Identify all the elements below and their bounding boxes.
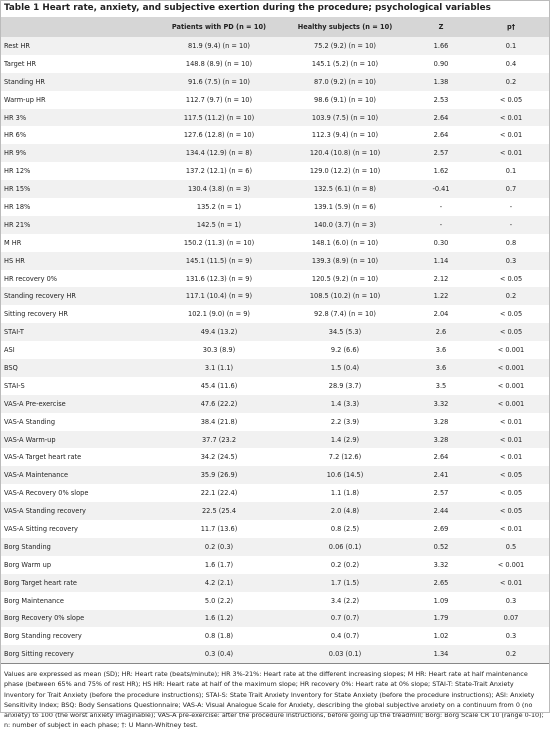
- patients-cell: 145.1 (11.5) (n = 9): [185, 256, 253, 265]
- table-row: [0, 323, 550, 341]
- p-cell: -: [509, 220, 513, 229]
- p-cell: < 0.05: [499, 274, 523, 283]
- p-cell: < 0.001: [497, 560, 525, 569]
- healthy-cell: 98.6 (9.1) (n = 10): [314, 95, 376, 104]
- table-row: [0, 359, 550, 377]
- table-row: [0, 216, 550, 234]
- patients-cell: 38.4 (21.8): [200, 417, 238, 426]
- variable-cell: Borg Recovery 0% slope: [4, 614, 85, 623]
- healthy-cell: 0.7 (0.7): [330, 614, 360, 623]
- p-cell: < 0.05: [499, 310, 523, 319]
- z-cell: 3.6: [435, 346, 447, 355]
- table-row: [0, 574, 550, 592]
- patients-cell: 11.7 (13.6): [200, 524, 238, 533]
- table-row: [0, 520, 550, 538]
- healthy-cell: 0.2 (0.2): [330, 560, 360, 569]
- healthy-cell: 7.2 (12.6): [328, 453, 362, 462]
- variable-cell: VAS-A Warm-up: [4, 435, 56, 444]
- healthy-cell: 108.5 (10.2) (n = 10): [309, 292, 381, 301]
- p-cell: 0.7: [505, 185, 517, 194]
- z-cell: 1.62: [433, 167, 449, 176]
- variable-cell: Standing HR: [4, 77, 46, 86]
- variable-cell: HR recovery 0%: [4, 274, 58, 283]
- table-row: [0, 55, 550, 73]
- z-cell: 2.64: [433, 453, 449, 462]
- patients-cell: 30.3 (8.9): [202, 346, 236, 355]
- variable-cell: BSQ: [4, 363, 18, 372]
- patients-cell: 35.9 (26.9): [200, 471, 238, 480]
- healthy-cell: 145.1 (5.2) (n = 10): [311, 59, 379, 68]
- patients-cell: 0.2 (0.3): [204, 542, 234, 551]
- variable-cell: HR 15%: [4, 185, 31, 194]
- z-cell: 3.6: [435, 363, 447, 372]
- variable-cell: Sitting recovery HR: [4, 310, 68, 319]
- patients-cell: 102.1 (9.0) (n = 9): [188, 310, 250, 319]
- data-table: [0, 17, 550, 663]
- patients-cell: 49.4 (13.2): [200, 328, 238, 337]
- z-cell: 2.04: [433, 310, 449, 319]
- variable-cell: Borg Maintenance: [4, 596, 64, 605]
- variable-cell: VAS-A Sitting recovery: [4, 524, 78, 533]
- z-cell: 1.34: [433, 650, 449, 659]
- variable-cell: HR 3%: [4, 113, 27, 122]
- patients-cell: 81.9 (9.4) (n = 10): [188, 41, 250, 50]
- p-cell: 0.2: [505, 650, 517, 659]
- variable-cell: STAI-S: [4, 381, 25, 390]
- patients-cell: 112.7 (9.7) (n = 10): [185, 95, 253, 104]
- p-cell: 0.4: [505, 59, 517, 68]
- p-cell: 0.3: [505, 632, 517, 641]
- healthy-cell: 0.06 (0.1): [328, 542, 362, 551]
- variable-cell: VAS-A Maintenance: [4, 471, 69, 480]
- patients-cell: 22.5 (25.4: [201, 507, 237, 516]
- variable-cell: Rest HR: [4, 41, 30, 50]
- table-caption: Table 1 Heart rate, anxiety, and subjective exertion during the procedure; psychological variables: [4, 3, 491, 13]
- p-cell: < 0.01: [499, 524, 523, 533]
- z-cell: 0.52: [433, 542, 449, 551]
- healthy-cell: 2.2 (3.9): [330, 417, 360, 426]
- variable-cell: Borg Warm up: [4, 560, 52, 569]
- variable-cell: Borg Target heart rate: [4, 578, 77, 587]
- patients-cell: 117.5 (11.2) (n = 10): [183, 113, 255, 122]
- z-cell: 1.14: [433, 256, 449, 265]
- z-cell: -: [439, 220, 443, 229]
- healthy-cell: 34.5 (5.3): [328, 328, 362, 337]
- variable-cell: STAI-T: [4, 328, 24, 337]
- p-cell: < 0.01: [499, 113, 523, 122]
- patients-cell: 134.4 (12.9) (n = 8): [185, 149, 253, 158]
- z-cell: 2.64: [433, 131, 449, 140]
- healthy-cell: 132.5 (6.1) (n = 8): [314, 185, 376, 194]
- patients-cell: 130.4 (3.8) (n = 3): [188, 185, 250, 194]
- healthy-cell: 120.4 (10.8) (n = 10): [309, 149, 381, 158]
- patients-cell: 5.0 (2.2): [204, 596, 234, 605]
- p-cell: < 0.05: [499, 471, 523, 480]
- z-cell: 2.53: [433, 95, 449, 104]
- table-row: [0, 538, 550, 556]
- table-footnote: Values are expressed as mean (SD); HR: Heart rate (beats/minute); HR 3%-21%: Heart rate at the different increasing slopes; M HR: Heart rate at half maintenance phase (between 65% and 75% of rest HR); HS HR: Heart rate at half of the maximum slope; HR recovery 0%: Heart rate at 0% slope; STAI-T: State-Trait Anxiety Inventory for Trait Anxiety (before the procedure instructions); STAI-S: State Trait Anxiety Inventory for State Anxiety (before the procedure instructions); ASI: Anxiety Sensitivity Index; BSQ: Body Sensations Questionnaire; VAS-A: Visual Analogue Scale for Anxiety, describing the global subjective anxiety on a continuum from 0 (no anxiety) to 100 (the worst anxiety imaginable); VAS-A pre-exercise: after the procedure instructions, before going up the treadmill; Borg: Borg Scale CR 10 (range 0-10); n: number of subject in each phase; †: U Mann-Whitney test.: [4, 670, 544, 730]
- healthy-cell: 3.4 (2.2): [330, 596, 360, 605]
- variable-cell: VAS-A Standing recovery: [4, 507, 86, 516]
- p-cell: 0.8: [505, 238, 517, 247]
- z-cell: 3.5: [435, 381, 447, 390]
- header-p: p†: [506, 23, 516, 31]
- header-z: Z: [438, 23, 444, 31]
- p-cell: < 0.001: [497, 346, 525, 355]
- z-cell: 2.44: [433, 507, 449, 516]
- p-cell: 0.07: [503, 614, 519, 623]
- table-row: [0, 627, 550, 645]
- healthy-cell: 103.9 (7.5) (n = 10): [311, 113, 379, 122]
- table-row: [0, 287, 550, 305]
- table-row: [0, 180, 550, 198]
- z-cell: 3.32: [433, 399, 449, 408]
- patients-cell: 4.2 (2.1): [204, 578, 234, 587]
- variable-cell: Borg Sitting recovery: [4, 650, 74, 659]
- healthy-cell: 148.1 (6.0) (n = 10): [311, 238, 379, 247]
- healthy-cell: 1.1 (1.8): [330, 489, 360, 498]
- p-cell: 0.3: [505, 256, 517, 265]
- variable-cell: VAS-A Target heart rate: [4, 453, 82, 462]
- z-cell: -0.41: [432, 185, 450, 194]
- z-cell: 1.38: [433, 77, 449, 86]
- patients-cell: 0.8 (1.8): [204, 632, 234, 641]
- p-cell: < 0.001: [497, 381, 525, 390]
- p-cell: 0.1: [505, 41, 517, 50]
- p-cell: < 0.05: [499, 328, 523, 337]
- table-row: [0, 198, 550, 216]
- z-cell: 2.57: [433, 149, 449, 158]
- patients-cell: 91.6 (7.5) (n = 10): [188, 77, 250, 86]
- p-cell: < 0.01: [499, 417, 523, 426]
- variable-cell: HR 18%: [4, 202, 31, 211]
- p-cell: < 0.05: [499, 507, 523, 516]
- header-healthy: Healthy subjects (n = 10): [297, 23, 393, 31]
- table-row: [0, 377, 550, 395]
- table-row: [0, 448, 550, 466]
- table-row: [0, 270, 550, 288]
- z-cell: 2.6: [435, 328, 447, 337]
- z-cell: 2.64: [433, 113, 449, 122]
- z-cell: 1.09: [433, 596, 449, 605]
- table-row: [0, 126, 550, 144]
- table-row: [0, 431, 550, 449]
- p-cell: < 0.01: [499, 578, 523, 587]
- patients-cell: 22.1 (22.4): [200, 489, 238, 498]
- variable-cell: VAS-A Standing: [4, 417, 55, 426]
- healthy-cell: 0.03 (0.1): [328, 650, 362, 659]
- patients-cell: 135.2 (n = 1): [196, 202, 242, 211]
- healthy-cell: 2.0 (4.8): [330, 507, 360, 516]
- table-row: [0, 109, 550, 127]
- patients-cell: 3.1 (1.1): [204, 363, 234, 372]
- z-cell: 1.66: [433, 41, 449, 50]
- table-body: [0, 37, 550, 663]
- table-row: [0, 144, 550, 162]
- variable-cell: VAS-A Pre-exercise: [4, 399, 66, 408]
- z-cell: 1.22: [433, 292, 449, 301]
- variable-cell: Standing recovery HR: [4, 292, 76, 301]
- table-header-row: [0, 17, 550, 37]
- patients-cell: 137.2 (12.1) (n = 6): [185, 167, 253, 176]
- patients-cell: 47.6 (22.2): [200, 399, 238, 408]
- table-row: [0, 502, 550, 520]
- healthy-cell: 1.4 (3.3): [330, 399, 360, 408]
- table-row: [0, 413, 550, 431]
- variable-cell: HR 21%: [4, 220, 31, 229]
- patients-cell: 127.6 (12.8) (n = 10): [183, 131, 255, 140]
- patients-cell: 148.8 (8.9) (n = 10): [185, 59, 253, 68]
- table-row: [0, 252, 550, 270]
- header-variable: [0, 17, 158, 37]
- variable-cell: HS HR: [4, 256, 25, 265]
- p-cell: < 0.001: [497, 363, 525, 372]
- z-cell: 3.28: [433, 417, 449, 426]
- table-row: [0, 484, 550, 502]
- healthy-cell: 1.5 (0.4): [330, 363, 360, 372]
- p-cell: < 0.01: [499, 149, 523, 158]
- healthy-cell: 129.0 (12.2) (n = 10): [309, 167, 381, 176]
- healthy-cell: 92.8 (7.4) (n = 10): [314, 310, 376, 319]
- z-cell: -: [439, 202, 443, 211]
- p-cell: < 0.001: [497, 399, 525, 408]
- z-cell: 2.12: [433, 274, 449, 283]
- patients-cell: 117.1 (10.4) (n = 9): [185, 292, 253, 301]
- variable-cell: Borg Standing recovery: [4, 632, 82, 641]
- table-row: [0, 395, 550, 413]
- table-row: [0, 645, 550, 663]
- table-row: [0, 556, 550, 574]
- p-cell: < 0.01: [499, 131, 523, 140]
- healthy-cell: 139.3 (8.9) (n = 10): [311, 256, 379, 265]
- healthy-cell: 0.4 (0.7): [330, 632, 360, 641]
- table-row: [0, 37, 550, 55]
- healthy-cell: 0.8 (2.5): [330, 524, 360, 533]
- p-cell: < 0.05: [499, 95, 523, 104]
- z-cell: 0.90: [433, 59, 449, 68]
- p-cell: -: [509, 202, 513, 211]
- table-row: [0, 341, 550, 359]
- p-cell: < 0.01: [499, 435, 523, 444]
- variable-cell: VAS-A Recovery 0% slope: [4, 489, 89, 498]
- healthy-cell: 1.4 (2.9): [330, 435, 360, 444]
- patients-cell: 37.7 (23.2: [201, 435, 237, 444]
- variable-cell: Borg Standing: [4, 542, 51, 551]
- table-row: [0, 305, 550, 323]
- z-cell: 3.32: [433, 560, 449, 569]
- patients-cell: 142.5 (n = 1): [196, 220, 242, 229]
- table-row: [0, 73, 550, 91]
- variable-cell: HR 12%: [4, 167, 31, 176]
- z-cell: 3.28: [433, 435, 449, 444]
- p-cell: 0.5: [505, 542, 517, 551]
- table-row: [0, 592, 550, 610]
- table-row: [0, 91, 550, 109]
- patients-cell: 150.2 (11.3) (n = 10): [183, 238, 255, 247]
- variable-cell: M HR: [4, 238, 22, 247]
- patients-cell: 131.6 (12.3) (n = 9): [185, 274, 253, 283]
- z-cell: 2.41: [433, 471, 449, 480]
- variable-cell: HR 9%: [4, 149, 27, 158]
- table-row: [0, 234, 550, 252]
- p-cell: 0.2: [505, 292, 517, 301]
- healthy-cell: 120.5 (9.2) (n = 10): [311, 274, 379, 283]
- z-cell: 0.30: [433, 238, 449, 247]
- variable-cell: Warm-up HR: [4, 95, 46, 104]
- p-cell: 0.1: [505, 167, 517, 176]
- table-row: [0, 610, 550, 628]
- healthy-cell: 139.1 (5.9) (n = 6): [314, 202, 376, 211]
- p-cell: < 0.05: [499, 489, 523, 498]
- p-cell: 0.3: [505, 596, 517, 605]
- table-row: [0, 466, 550, 484]
- p-cell: < 0.01: [499, 453, 523, 462]
- header-patients: Patients with PD (n = 10): [171, 23, 267, 31]
- patients-cell: 0.3 (0.4): [204, 650, 234, 659]
- variable-cell: Target HR: [4, 59, 37, 68]
- healthy-cell: 112.3 (9.4) (n = 10): [311, 131, 379, 140]
- patients-cell: 1.6 (1.2): [204, 614, 234, 623]
- z-cell: 1.02: [433, 632, 449, 641]
- healthy-cell: 140.0 (3.7) (n = 3): [314, 220, 376, 229]
- z-cell: 2.69: [433, 524, 449, 533]
- healthy-cell: 75.2 (9.2) (n = 10): [314, 41, 376, 50]
- patients-cell: 45.4 (11.6): [200, 381, 238, 390]
- healthy-cell: 9.2 (6.6): [330, 346, 360, 355]
- patients-cell: 1.6 (1.7): [204, 560, 234, 569]
- table-row: [0, 162, 550, 180]
- variable-cell: ASI: [4, 346, 15, 355]
- p-cell: 0.2: [505, 77, 517, 86]
- healthy-cell: 10.6 (14.5): [326, 471, 364, 480]
- variable-cell: HR 6%: [4, 131, 27, 140]
- healthy-cell: 87.0 (9.2) (n = 10): [314, 77, 376, 86]
- healthy-cell: 1.7 (1.5): [330, 578, 360, 587]
- patients-cell: 34.2 (24.5): [200, 453, 238, 462]
- healthy-cell: 28.9 (3.7): [328, 381, 362, 390]
- z-cell: 2.57: [433, 489, 449, 498]
- z-cell: 2.65: [433, 578, 449, 587]
- z-cell: 1.79: [433, 614, 449, 623]
